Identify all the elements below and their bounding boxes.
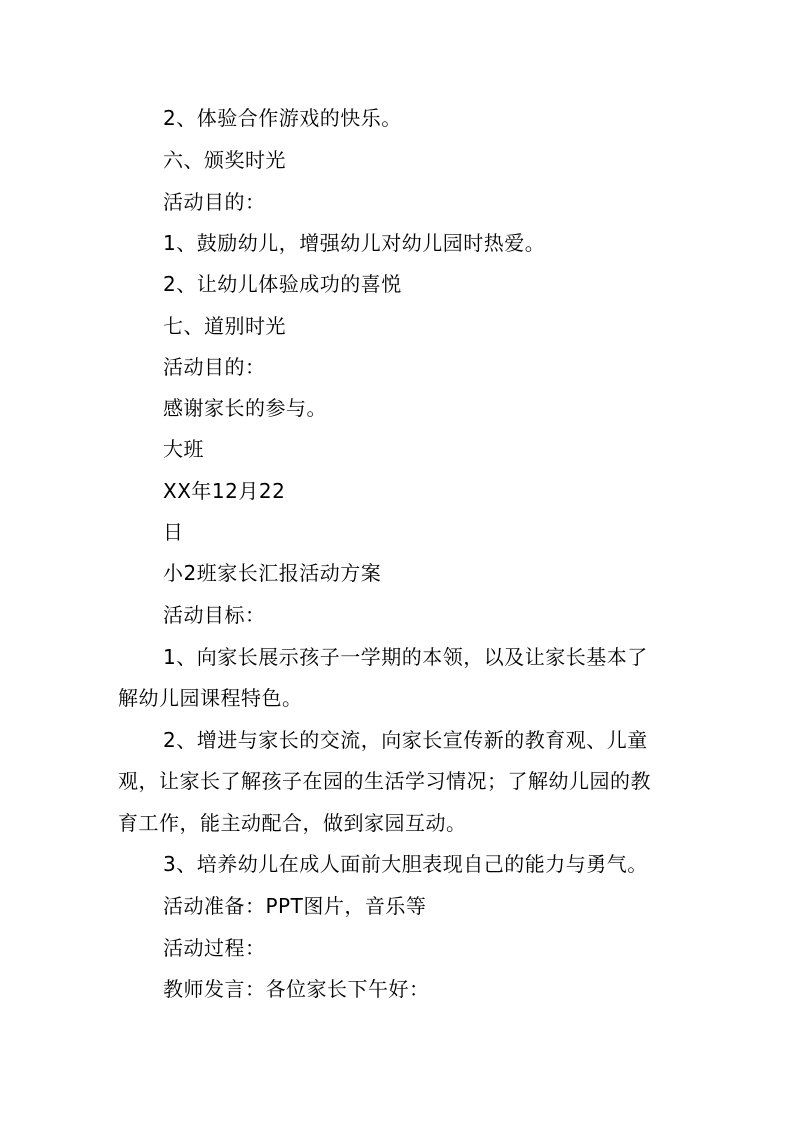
text-line: 2、增进与家长的交流，向家长宣传新的教育观、儿童 [163,728,648,752]
section-heading: 六、颁奖时光 [163,148,286,172]
text-line: 活动目的： [163,355,266,379]
text-line: 解幼儿园课程特色。 [118,686,303,710]
text-line: 活动准备：PPT图片，音乐等 [163,894,427,918]
text-line: 活动目的： [163,190,266,214]
text-line: 育工作，能主动配合，做到家园互动。 [118,811,467,835]
text-line: 感谢家长的参与。 [163,396,327,420]
text-line: 活动目标： [163,603,266,627]
text-line: 1、鼓励幼儿，增强幼儿对幼儿园时热爱。 [163,231,546,255]
text-line: 1、向家长展示孩子一学期的本领，以及让家长基本了 [163,645,648,669]
signature-date: XX年12月22 [163,479,286,503]
signature-date-day: 日 [163,520,184,544]
document-title: 小2班家长汇报活动方案 [163,561,382,585]
signature-class: 大班 [163,437,204,461]
text-line: 2、让幼儿体验成功的喜悦 [163,272,402,296]
text-line: 活动过程： [163,936,266,960]
text-line: 3、培养幼儿在成人面前大胆表现自己的能力与勇气。 [163,852,648,876]
text-line: 教师发言：各位家长下午好： [163,977,430,1001]
text-line: 2、体验合作游戏的快乐。 [163,106,402,130]
text-line: 观，让家长了解孩子在园的生活学习情况；了解幼儿园的教 [118,769,651,793]
section-heading: 七、道别时光 [163,314,286,338]
